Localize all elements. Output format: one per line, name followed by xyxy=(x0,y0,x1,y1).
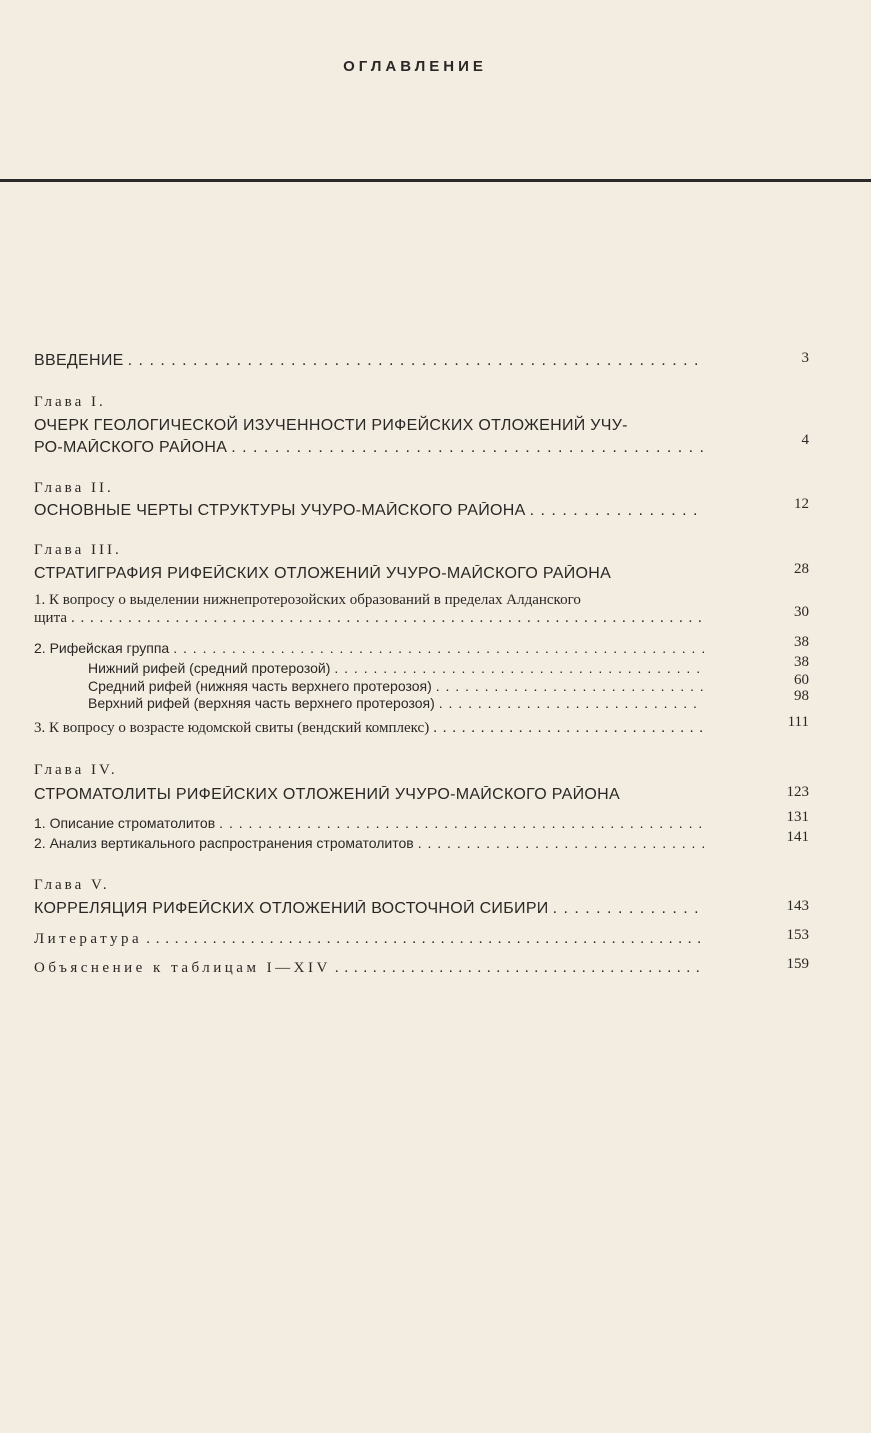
toc-page-number: 38 xyxy=(794,654,809,670)
toc-subentry-3[interactable] xyxy=(34,720,704,737)
toc-entry-ch4[interactable] xyxy=(34,786,704,804)
toc-entry-title: СТРАТИГРАФИЯ РИФЕЙСКИХ ОТЛОЖЕНИЙ УЧУРО-МАЙСКОГО РАЙОНА xyxy=(34,565,612,582)
toc-subentry-title: 1. Описание строматолитов xyxy=(34,815,216,831)
toc-entry-ch3[interactable] xyxy=(34,565,704,583)
toc-subsubentry[interactable] xyxy=(88,695,704,711)
page-title: ОГЛАВЛЕНИЕ xyxy=(343,58,487,75)
toc-page-number: 131 xyxy=(786,809,809,825)
toc-entry-ch5[interactable] xyxy=(34,900,704,918)
leader-dots xyxy=(553,900,704,918)
toc-subsubentry[interactable] xyxy=(88,660,704,676)
toc-subentry-1[interactable] xyxy=(34,610,704,627)
chapter-label: Глава IV. xyxy=(34,762,118,778)
toc-page-number: 143 xyxy=(786,898,809,914)
toc-subentry-1[interactable] xyxy=(34,815,704,831)
toc-subentry-title: 3. К вопросу о возрасте юдомской свиты (вендский комплекс) xyxy=(34,720,430,736)
leader-dots xyxy=(128,352,704,370)
leader-dots xyxy=(71,610,704,627)
toc-subentry-title: 2. Анализ вертикального распространения строматолитов xyxy=(34,835,414,851)
leader-dots xyxy=(530,502,704,520)
toc-page-number: 60 xyxy=(794,672,809,688)
header-rule xyxy=(0,179,871,182)
toc-subentry-title: Верхний рифей (верхняя часть верхнего протерозоя) xyxy=(88,695,435,711)
toc-subentry-title: Средний рифей (нижняя часть верхнего протерозоя) xyxy=(88,678,432,694)
leader-dots xyxy=(173,640,704,656)
toc-page-number: 38 xyxy=(794,634,809,650)
toc-subentry-2[interactable] xyxy=(34,640,704,656)
toc-entry-title: СТРОМАТОЛИТЫ РИФЕЙСКИХ ОТЛОЖЕНИЙ УЧУРО-МАЙСКОГО РАЙОНА xyxy=(34,786,620,803)
toc-page-number: 111 xyxy=(787,714,809,730)
toc-entry-ch1[interactable] xyxy=(34,439,704,457)
toc-subentry-title: щита xyxy=(34,610,67,626)
toc-entry-title: Литература xyxy=(34,931,143,947)
leader-dots xyxy=(146,931,704,948)
toc-page-number: 141 xyxy=(786,829,809,845)
toc-entry-explanation[interactable] xyxy=(34,960,704,977)
toc-entry-title: ОСНОВНЫЕ ЧЕРТЫ СТРУКТУРЫ УЧУРО-МАЙСКОГО РАЙОНА xyxy=(34,502,526,519)
toc-page-number: 153 xyxy=(786,927,809,943)
toc-entry-title: КОРРЕЛЯЦИЯ РИФЕЙСКИХ ОТЛОЖЕНИЙ ВОСТОЧНОЙ СИБИРИ xyxy=(34,900,549,917)
toc-page-number: 98 xyxy=(794,688,809,704)
toc-entry-title: ВВЕДЕНИЕ xyxy=(34,352,124,369)
leader-dots xyxy=(433,720,704,737)
chapter-label: Глава I. xyxy=(34,394,106,410)
toc-page-number: 28 xyxy=(794,561,809,577)
leader-dots xyxy=(439,695,704,711)
toc-page-number: 4 xyxy=(801,432,809,448)
chapter-label: Глава II. xyxy=(34,480,114,496)
toc-entry-title: ОЧЕРК ГЕОЛОГИЧЕСКОЙ ИЗУЧЕННОСТИ РИФЕЙСКИХ ОТЛОЖЕНИЙ УЧУ- xyxy=(34,417,628,434)
leader-dots xyxy=(335,960,704,977)
toc-page-number: 123 xyxy=(786,784,809,800)
leader-dots xyxy=(231,439,704,457)
toc-subsubentry[interactable] xyxy=(88,678,704,694)
toc-subentry: 1. К вопросу о выделении нижнепротерозойских образований в пределах Алданского xyxy=(34,592,581,608)
toc-entry-ch2[interactable] xyxy=(34,502,704,520)
toc-entry-intro[interactable] xyxy=(34,352,704,370)
toc-page-number: 3 xyxy=(801,350,809,366)
chapter-label: Глава V. xyxy=(34,877,110,893)
toc-page-number: 159 xyxy=(786,956,809,972)
leader-dots xyxy=(436,678,704,694)
leader-dots xyxy=(334,660,704,676)
toc-subentry-title: 2. Рифейская группа xyxy=(34,640,170,656)
toc-subentry-title: Нижний рифей (средний протерозой) xyxy=(88,660,331,676)
leader-dots xyxy=(219,815,704,831)
toc-subentry-2[interactable] xyxy=(34,835,704,851)
toc-entry-title: Объяснение к таблицам I—XIV xyxy=(34,960,331,976)
chapter-label: Глава III. xyxy=(34,542,122,558)
toc-page-number: 12 xyxy=(794,496,809,512)
toc-page-number: 30 xyxy=(794,604,809,620)
leader-dots xyxy=(418,835,704,851)
toc-entry-title: РО-МАЙСКОГО РАЙОНА xyxy=(34,439,228,456)
toc-entry-literature[interactable] xyxy=(34,931,704,948)
